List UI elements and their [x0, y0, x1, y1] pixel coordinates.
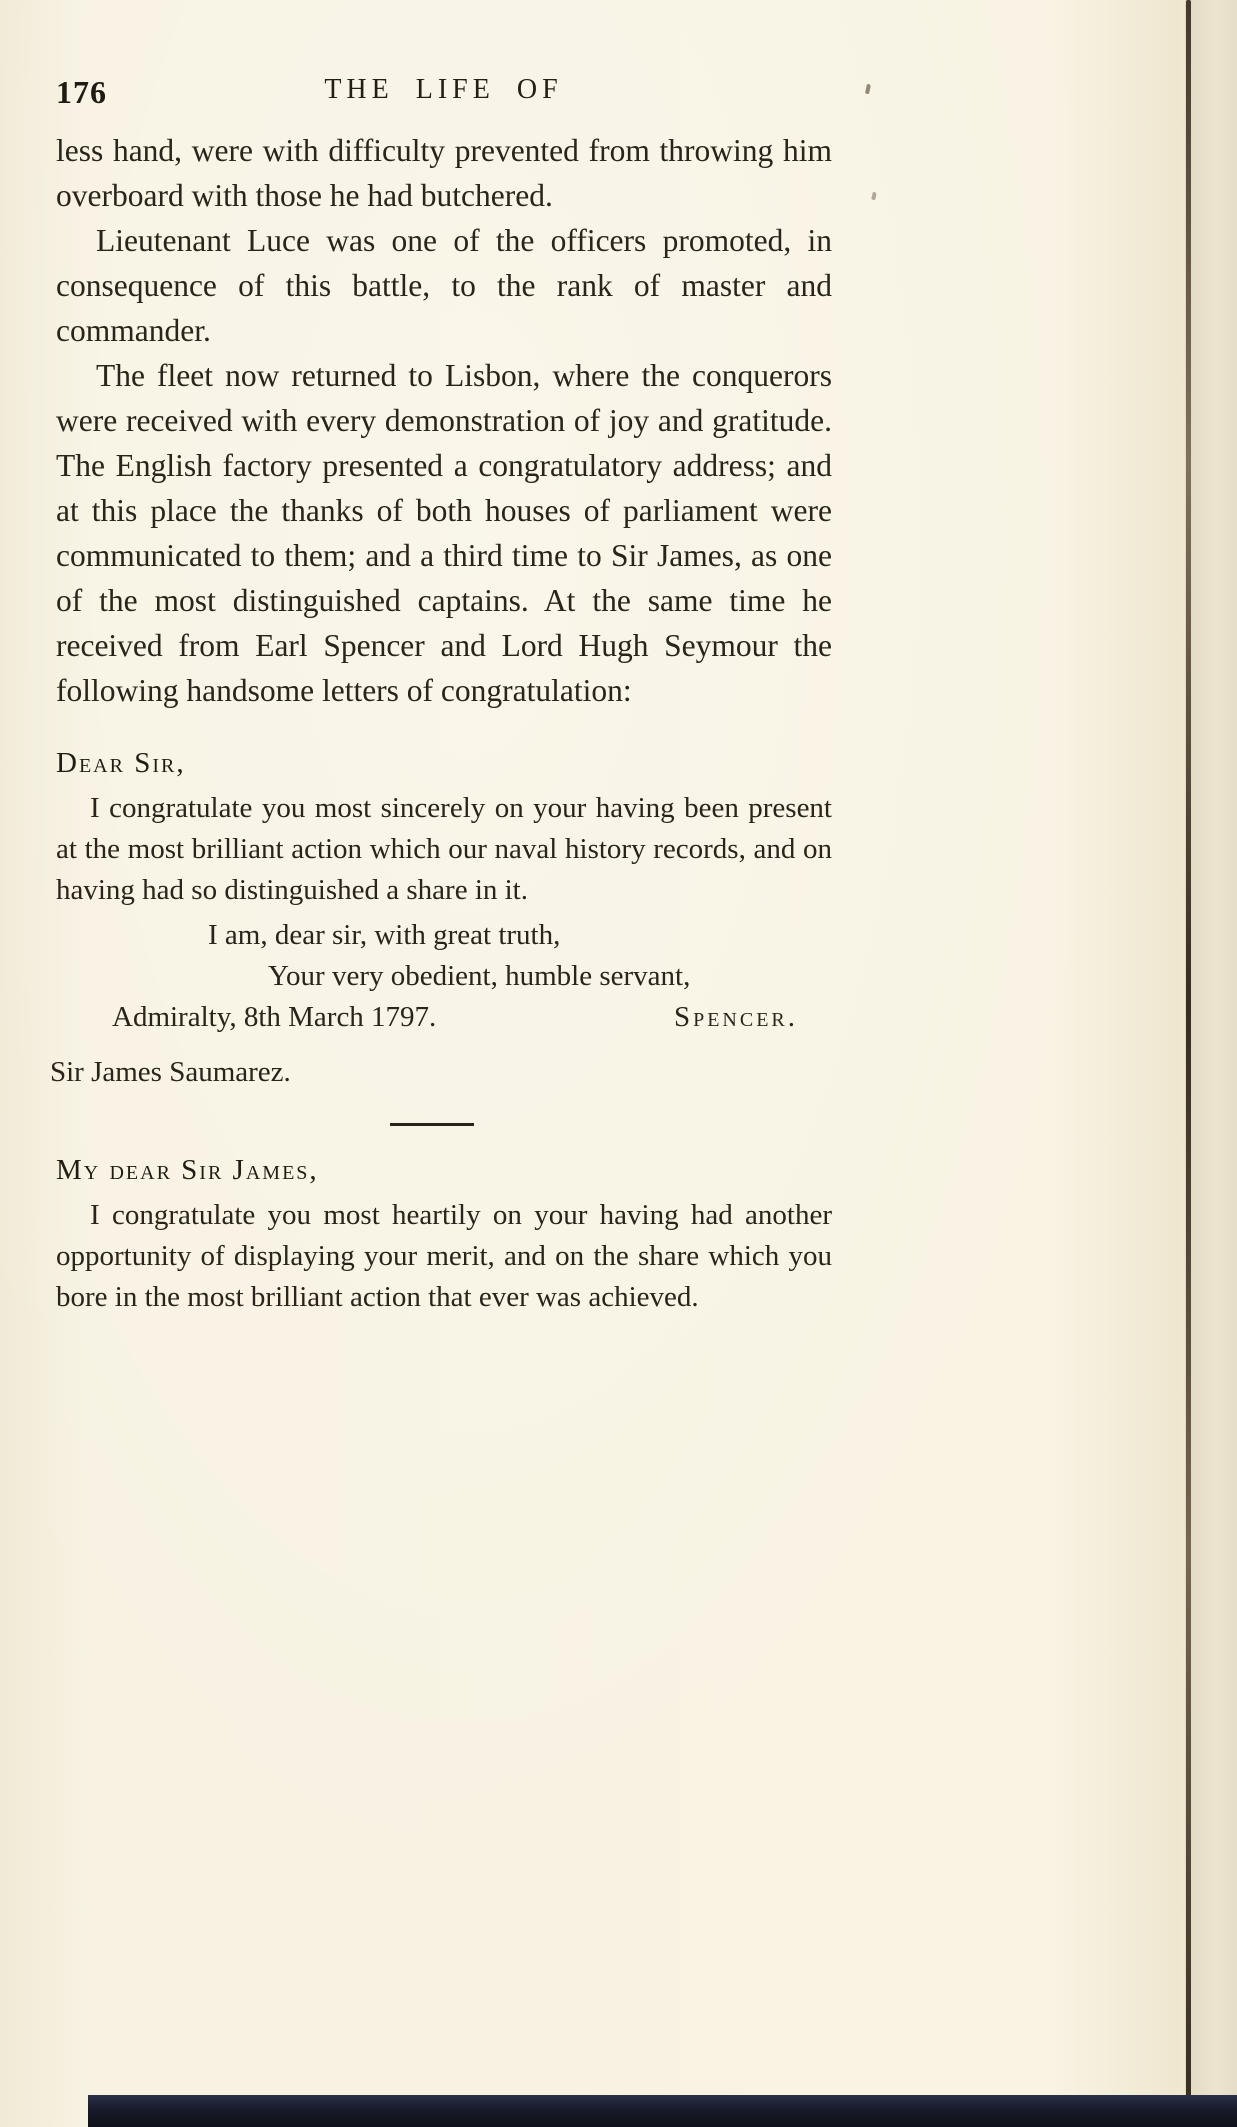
- letter-date-row: [112, 997, 798, 1038]
- letter-salutation: My dear Sir James,: [56, 1154, 319, 1186]
- letter-salutation: Dear Sir,: [56, 747, 186, 779]
- letter-signature: Spencer.: [673, 1001, 798, 1033]
- text-column: [50, 128, 832, 1318]
- letter-body: I congratulate you most sincerely on your having been present at the most brilliant action which our naval history records, and on having had so distinguished a share in it.: [56, 792, 832, 906]
- running-head: [56, 74, 831, 111]
- letter-body: I congratulate you most heartily on your having had another opportunity of displaying your merit, and on the share which you bore in the most brilliant action that ever was achieved.: [56, 1199, 832, 1313]
- letter-dateline: Admiralty, 8th March 1797.: [112, 1001, 437, 1033]
- scan-edge-line: [1186, 0, 1191, 2097]
- paragraph: Lieutenant Luce was one of the officers promoted, in consequence of this battle, to the rank of master and commander.: [56, 223, 832, 348]
- letter-closing-line: I am, dear sir, with great truth,: [208, 919, 561, 951]
- scan-speck: [871, 192, 877, 201]
- letter-closing-line: Your very obedient, humble servant,: [268, 960, 691, 992]
- running-title: THE LIFE OF: [324, 74, 563, 105]
- section-divider: [390, 1123, 474, 1126]
- scan-speck: [865, 84, 871, 95]
- paragraph: less hand, were with difficulty prevented from throwing him overboard with those he had butchered.: [56, 133, 832, 213]
- scan-bottom-bar: [88, 2095, 1237, 2127]
- page-number: 176: [56, 74, 107, 110]
- letter-seymour: [56, 1150, 832, 1318]
- letter-spencer: [50, 743, 832, 1093]
- scan-edge-shading: [1185, 0, 1237, 2127]
- paragraph: The fleet now returned to Lisbon, where the conquerors were received with every demonstration of joy and gratitude. The English factory presented a congratulatory address; and at this place the thanks of both houses of parliament were communicated to them; and a third time to Sir James, as one of the most distinguished captains. At the same time he received from Earl Spencer and Lord Hugh Seymour the following handsome letters of congratulation:: [56, 358, 832, 708]
- letter-addressee: Sir James Saumarez.: [50, 1056, 291, 1088]
